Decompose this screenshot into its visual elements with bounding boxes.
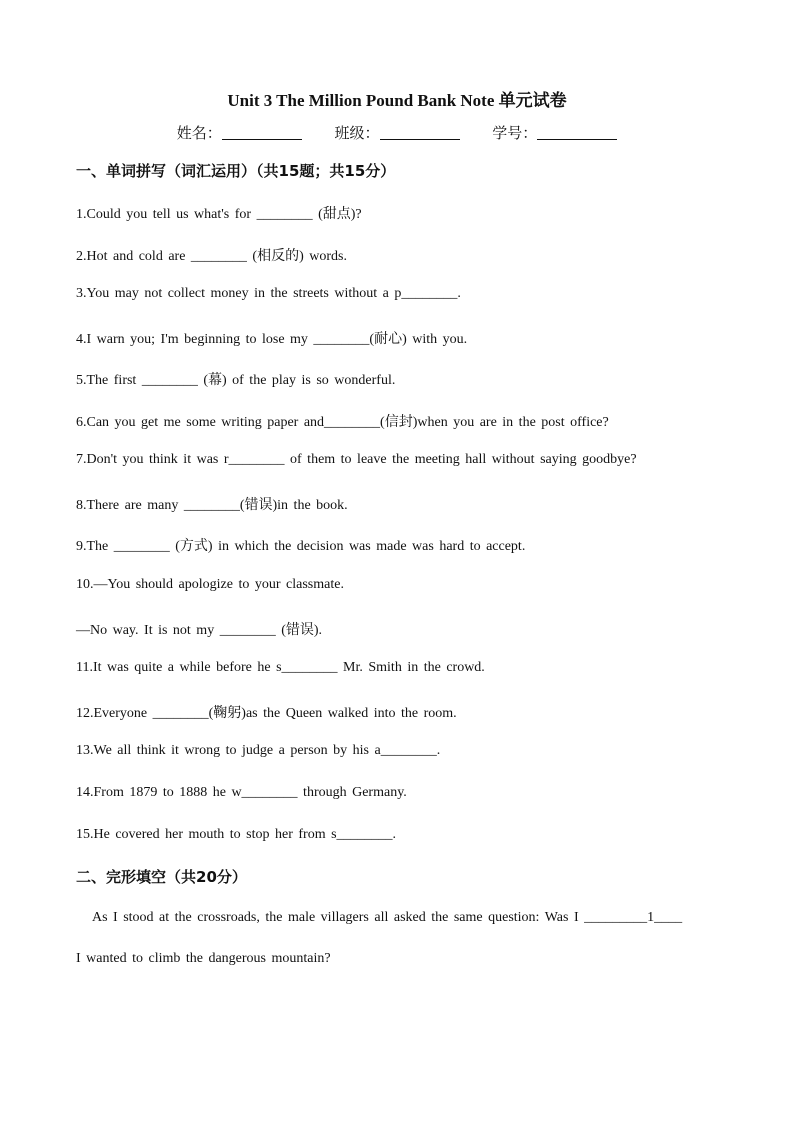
class-blank[interactable] (380, 125, 460, 140)
class-label: 班级： (334, 124, 380, 142)
question-10-reply: —No way. It is not my ________ (错误). (76, 623, 323, 638)
section1-heading: 一、单词拼写（词汇运用）（共15题；共15分） (76, 162, 396, 180)
question-6: 6.Can you get me some writing paper and________(信封)when you are in the post office? (76, 415, 609, 430)
cloze-passage-line-1: As I stood at the crossroads, the male villagers all asked the same question: Was I _________1____ (92, 910, 683, 925)
question-7: 7.Don't you think it was r________ of them to leave the meeting hall without saying goodbye? (76, 452, 637, 467)
name-field[interactable] (177, 122, 302, 143)
question-11: 11.It was quite a while before he s________ Mr. Smith in the crowd. (76, 660, 485, 675)
question-14: 14.From 1879 to 1888 he w________ through Germany. (76, 785, 407, 800)
question-12: 12.Everyone ________(鞠躬)as the Queen walked into the room. (76, 706, 457, 721)
section2-heading: 二、完形填空（共20分） (76, 868, 247, 886)
student-info-row (0, 122, 794, 143)
question-3: 3.You may not collect money in the streets without a p________. (76, 286, 461, 301)
name-label: 姓名： (176, 124, 222, 142)
class-field[interactable] (334, 122, 459, 143)
id-field[interactable] (492, 122, 617, 143)
question-2: 2.Hot and cold are ________ (相反的) words. (76, 249, 347, 264)
cloze-passage-line-2: I wanted to climb the dangerous mountain? (76, 951, 331, 966)
question-9: 9.The ________ (方式) in which the decision was made was hard to accept. (76, 539, 526, 554)
question-5: 5.The first ________ (幕) of the play is so wonderful. (76, 373, 396, 388)
name-blank[interactable] (222, 125, 302, 140)
id-label: 学号： (492, 124, 538, 142)
page-title: Unit 3 The Million Pound Bank Note 单元试卷 (227, 91, 567, 110)
question-10: 10.—You should apologize to your classmate. (76, 577, 344, 592)
question-13: 13.We all think it wrong to judge a person by his a________. (76, 743, 441, 758)
question-15: 15.He covered her mouth to stop her from s________. (76, 827, 397, 842)
question-8: 8.There are many ________(错误)in the book. (76, 498, 348, 513)
question-4: 4.I warn you; I'm beginning to lose my ________(耐心) with you. (76, 332, 468, 347)
question-1: 1.Could you tell us what's for ________ (甜点)? (76, 207, 362, 222)
id-blank[interactable] (537, 125, 617, 140)
